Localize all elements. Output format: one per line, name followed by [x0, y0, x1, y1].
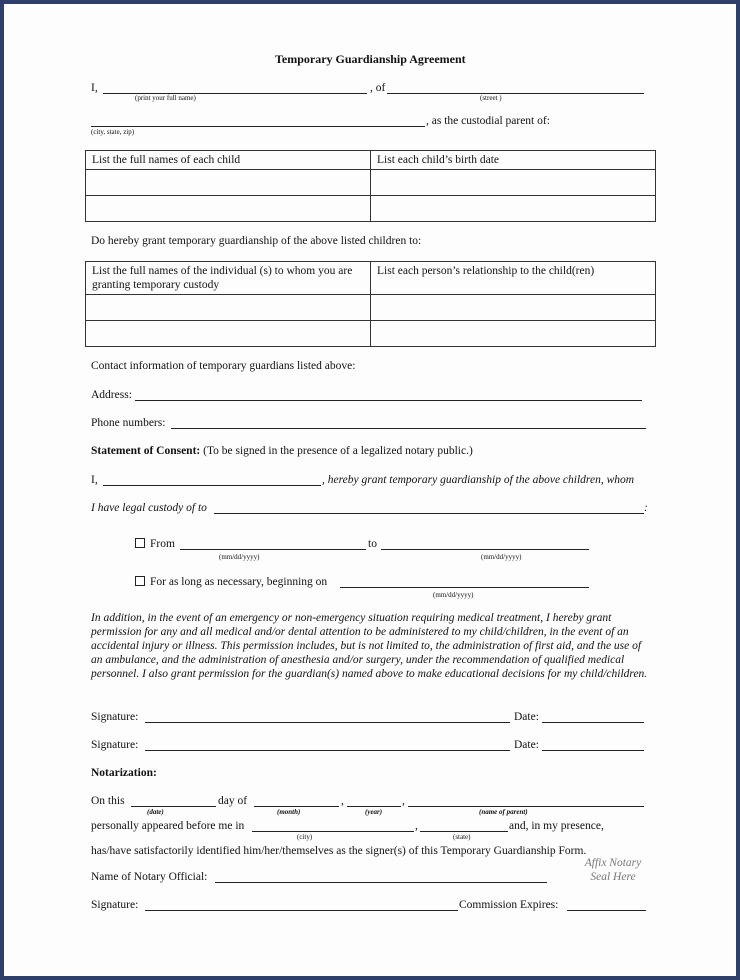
of-label: , of	[370, 82, 386, 94]
notary-name-field[interactable]	[215, 882, 547, 883]
from-date-hint: (mm/dd/yyyy)	[219, 553, 260, 561]
seal-line-1: Affix Notary	[584, 857, 642, 869]
from-option[interactable]	[135, 537, 175, 551]
from-label: From	[150, 538, 175, 550]
notary-signature-label: Signature:	[91, 899, 139, 911]
to-date-hint: (mm/dd/yyyy)	[481, 553, 522, 561]
beginning-date-hint: (mm/dd/yyyy)	[433, 591, 474, 599]
appeared-text: personally appeared before me in	[91, 820, 245, 832]
comma-2: ,	[402, 795, 405, 807]
guardian-relationship-cell[interactable]	[371, 295, 656, 321]
child-name-cell[interactable]	[86, 170, 371, 196]
notary-seal-placeholder	[578, 856, 648, 884]
seal-line-2: Seal Here	[590, 871, 636, 883]
notary-parent-field[interactable]	[408, 806, 644, 807]
notary-city-field[interactable]	[252, 831, 414, 832]
comma-1: ,	[341, 795, 344, 807]
commission-field[interactable]	[567, 910, 646, 911]
address-label: Address:	[91, 389, 132, 401]
street-field[interactable]	[387, 93, 644, 94]
guardians-table	[85, 261, 656, 347]
table-row	[86, 295, 656, 321]
year-hint: (year)	[365, 808, 383, 816]
to-date-field[interactable]	[381, 549, 589, 550]
table-row	[86, 262, 656, 295]
custodial-text: , as the custodial parent of:	[426, 115, 550, 127]
print-name-hint: (print your full name)	[135, 94, 196, 102]
custody-field[interactable]	[214, 513, 644, 514]
consent-i-label: I,	[91, 474, 98, 486]
comma-3: ,	[415, 820, 418, 832]
guardian-name-cell[interactable]	[86, 321, 371, 347]
commission-label: Commission Expires:	[459, 899, 559, 911]
phone-label: Phone numbers:	[91, 417, 166, 429]
parent-hint: (name of parent)	[479, 808, 528, 816]
table-row	[86, 196, 656, 222]
notary-year-field[interactable]	[347, 806, 401, 807]
notary-state-field[interactable]	[420, 831, 508, 832]
form-page	[4, 4, 736, 976]
consent-heading-rest: (To be signed in the presence of a legalized notary public.)	[203, 445, 473, 457]
notarization-heading: Notarization:	[91, 767, 157, 779]
guardian-relationship-cell[interactable]	[371, 321, 656, 347]
signature-field[interactable]	[145, 722, 510, 723]
guardian-name-header-line1: List the full names of the individual (s) to whom you are	[92, 265, 353, 277]
identified-text: has/have satisfactorily identified him/her/themselves as the signer(s) of this Temporary Guardianship Form.	[91, 845, 587, 857]
children-name-header: List the full names of each child	[86, 151, 371, 170]
as-long-label: For as long as necessary, beginning on	[150, 576, 328, 588]
children-table	[85, 150, 656, 222]
day-of-label: day of	[218, 795, 248, 807]
to-label: to	[368, 538, 377, 550]
consent-line2-end: :	[644, 502, 648, 514]
contact-heading: Contact information of temporary guardians listed above:	[91, 360, 356, 372]
child-birthdate-cell[interactable]	[371, 196, 656, 222]
notary-name-label: Name of Notary Official:	[91, 871, 208, 883]
date-hint: (date)	[147, 808, 164, 816]
beginning-date-field[interactable]	[340, 587, 589, 588]
signature-date-field[interactable]	[542, 722, 644, 723]
city-hint: (city, state, zip)	[91, 128, 135, 136]
consent-line1-rest: , hereby grant temporary guardianship of the above children, whom	[322, 474, 635, 486]
on-this-label: On this	[91, 795, 125, 807]
month-hint: (month)	[277, 808, 301, 816]
form-title: Temporary Guardianship Agreement	[275, 52, 466, 66]
signature-field[interactable]	[145, 750, 510, 751]
table-row	[86, 170, 656, 196]
grant-text: Do hereby grant temporary guardianship of the above listed children to:	[91, 235, 422, 247]
city-hint: (city)	[297, 833, 313, 841]
guardian-name-header-line2: granting temporary custody	[92, 279, 220, 291]
city-state-zip-field[interactable]	[91, 126, 425, 127]
address-field[interactable]	[135, 400, 642, 401]
street-hint: (street )	[480, 94, 502, 102]
consent-heading	[91, 444, 473, 458]
date-label: Date:	[514, 711, 539, 723]
consent-line2-start: I have legal custody of to	[91, 502, 207, 514]
guardian-name-header	[86, 262, 371, 295]
signature-label: Signature:	[91, 711, 139, 723]
child-name-cell[interactable]	[86, 196, 371, 222]
consent-heading-bold: Statement of Consent:	[91, 445, 201, 457]
children-birthdate-header: List each child’s birth date	[371, 151, 656, 170]
from-date-field[interactable]	[180, 549, 366, 550]
child-birthdate-cell[interactable]	[371, 170, 656, 196]
date-label: Date:	[514, 739, 539, 751]
consent-name-field[interactable]	[103, 485, 321, 486]
medical-permission-paragraph: In addition, in the event of an emergency or non-emergency situation requiring medical treatment, I hereby grant permission for any and all medical and/or dental attention to be administered to my child/children, in the event of an accidental injury or illness. This permission includes, but is not limited to, the administration of first aid, and the use of an ambulance, and the administration of anesthesia and/or surgery, under the recommendation of qualified medical personnel. I also grant permission for the guardian(s) named above to make educational decisions for my child/children.	[91, 612, 648, 680]
signature-label: Signature:	[91, 739, 139, 751]
from-checkbox[interactable]	[135, 538, 145, 548]
as-long-checkbox[interactable]	[135, 576, 145, 586]
guardian-name-cell[interactable]	[86, 295, 371, 321]
table-row	[86, 151, 656, 170]
and-presence-text: and, in my presence,	[509, 820, 604, 832]
notary-month-field[interactable]	[254, 806, 339, 807]
guardian-relationship-header: List each person’s relationship to the child(ren)	[371, 262, 656, 295]
phone-field[interactable]	[171, 428, 646, 429]
as-long-option[interactable]	[135, 575, 327, 589]
notary-signature-field[interactable]	[145, 910, 458, 911]
state-hint: (state)	[453, 833, 471, 841]
table-row	[86, 321, 656, 347]
notary-date-field[interactable]	[131, 806, 216, 807]
signature-date-field[interactable]	[542, 750, 644, 751]
i-label: I,	[91, 82, 98, 94]
